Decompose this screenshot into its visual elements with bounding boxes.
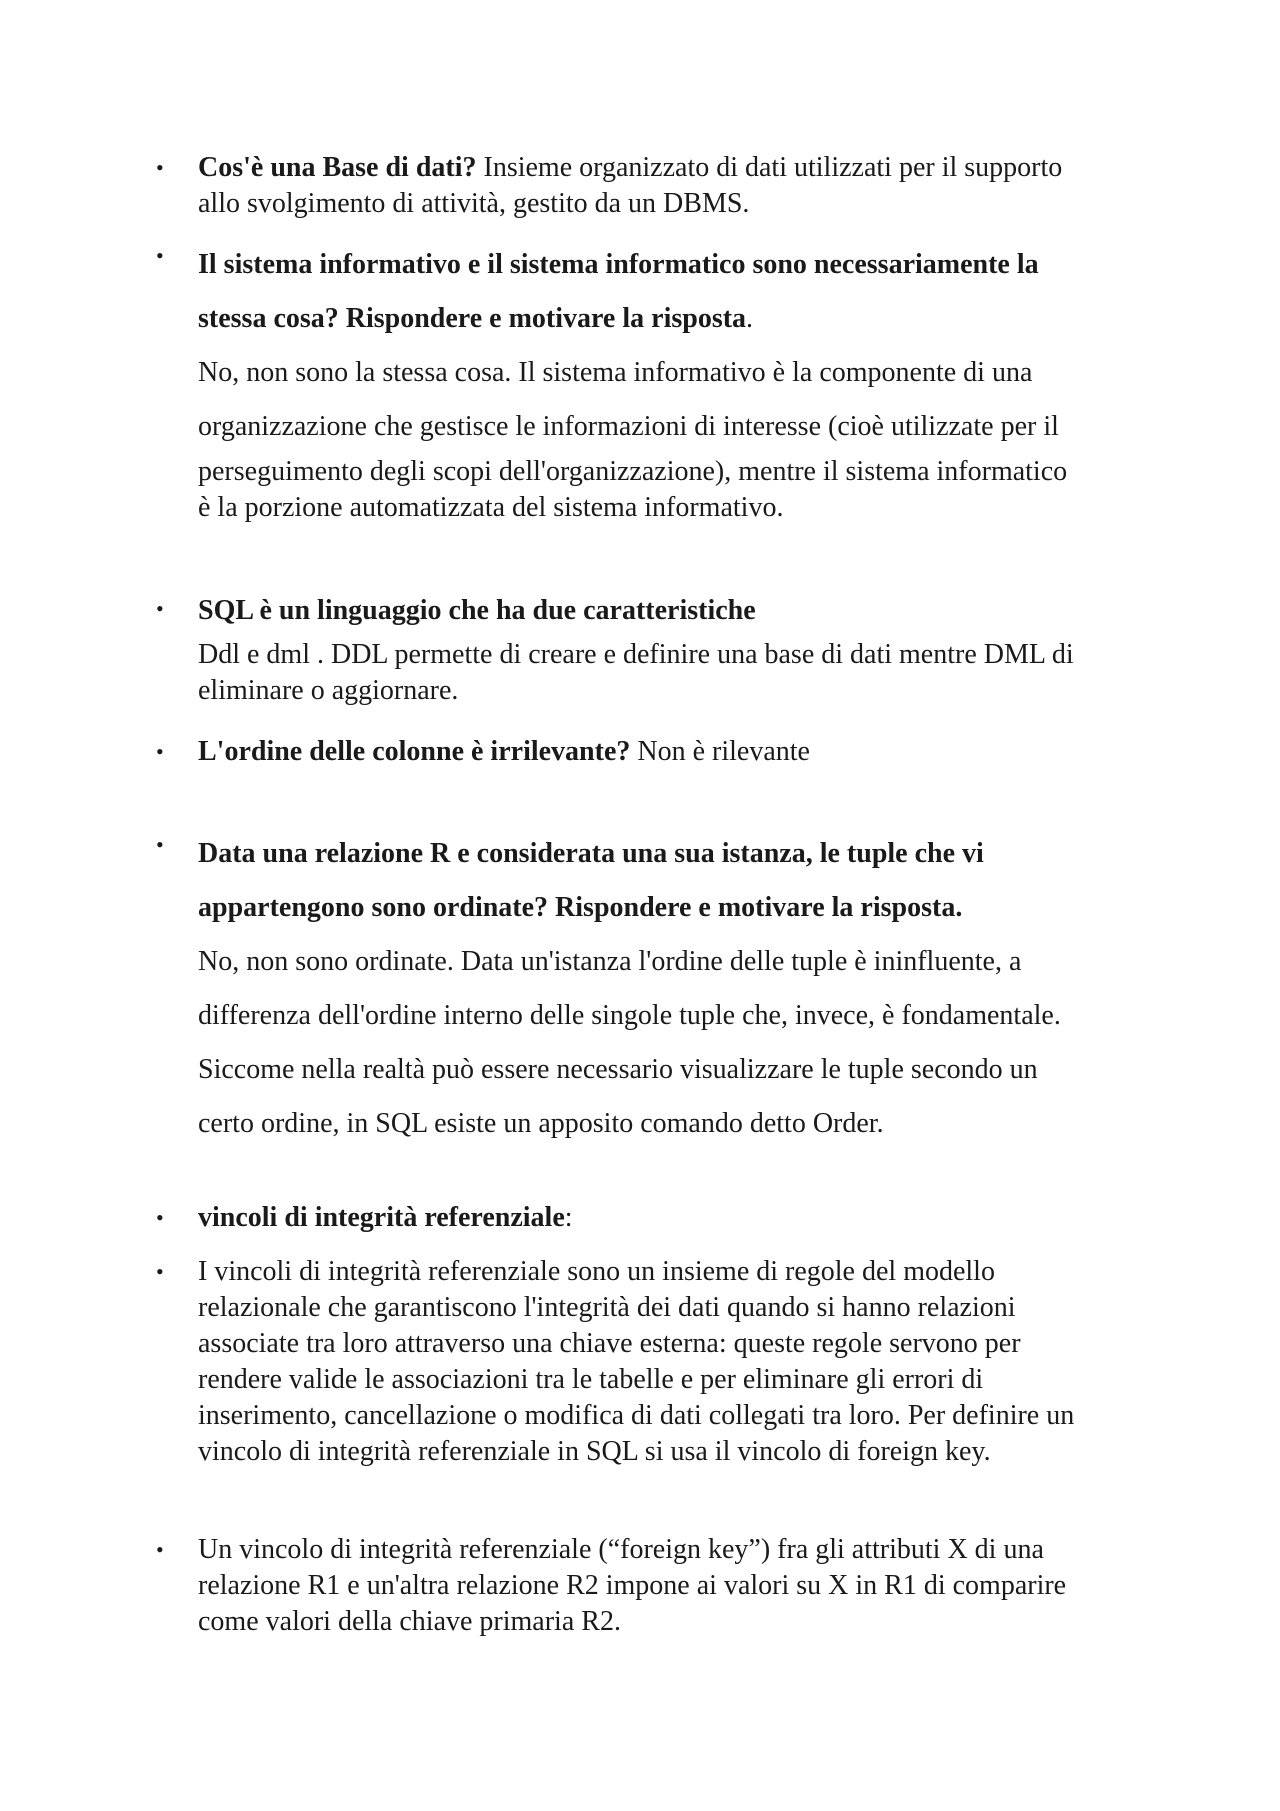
question-text: SQL è un linguaggio che ha due caratteristiche xyxy=(198,595,756,626)
answer-text: rendere valide le associazioni tra le tabelle e per eliminare gli errori di xyxy=(198,1364,984,1395)
answer-text: relazionale che garantiscono l'integrità dei dati quando si hanno relazioni xyxy=(198,1292,1016,1323)
bullet: • xyxy=(156,1259,164,1284)
answer-text: è la porzione automatizzata del sistema informativo. xyxy=(198,492,784,523)
punctuation: : xyxy=(564,1202,573,1233)
question-text: appartengono sono ordinate? Rispondere e motivare la risposta. xyxy=(198,892,963,923)
bullet: • xyxy=(156,1205,164,1230)
answer-text: allo svolgimento di attività, gestito da un DBMS. xyxy=(198,188,750,219)
answer-text: Ddl e dml . DDL permette di creare e definire una base di dati mentre DML di xyxy=(198,639,1074,670)
text-line xyxy=(198,1200,1148,1236)
bullet: • xyxy=(156,155,164,180)
answer-text: Non è rilevante xyxy=(630,736,810,767)
text-line xyxy=(198,734,1148,770)
answer-text: associate tra loro attraverso una chiave esterna: queste regole servono per xyxy=(198,1328,1021,1359)
bullet: • xyxy=(156,243,164,268)
punctuation: . xyxy=(746,303,754,334)
answer-text: No, non sono ordinate. Data un'istanza l'ordine delle tuple è ininfluente, a xyxy=(198,946,1022,977)
answer-text: No, non sono la stessa cosa. Il sistema informativo è la componente di una xyxy=(198,357,1033,388)
answer-text: Siccome nella realtà può essere necessario visualizzare le tuple secondo un xyxy=(198,1054,1038,1085)
question-text: Il sistema informativo e il sistema informatico sono necessariamente la xyxy=(198,249,1039,280)
bullet: • xyxy=(156,596,164,621)
bullet: • xyxy=(156,739,164,764)
answer-text: eliminare o aggiornare. xyxy=(198,675,459,706)
bullet: • xyxy=(156,1537,164,1562)
answer-text: organizzazione che gestisce le informazioni di interesse (cioè utilizzate per il xyxy=(198,411,1059,442)
question-text: Data una relazione R e considerata una sua istanza, le tuple che vi xyxy=(198,838,984,869)
question-text: stessa cosa? Rispondere e motivare la risposta xyxy=(198,303,747,334)
answer-text: Insieme organizzato di dati utilizzati per il supporto xyxy=(476,152,1063,183)
question-text: L'ordine delle colonne è irrilevante? xyxy=(198,736,631,767)
bullet: • xyxy=(156,832,164,857)
answer-text: perseguimento degli scopi dell'organizzazione), mentre il sistema informatico xyxy=(198,456,1068,487)
answer-text: come valori della chiave primaria R2. xyxy=(198,1606,621,1637)
answer-text: relazione R1 e un'altra relazione R2 impone ai valori su X in R1 di comparire xyxy=(198,1570,1067,1601)
answer-text: inserimento, cancellazione o modifica di dati collegati tra loro. Per definire un xyxy=(198,1400,1075,1431)
text-line xyxy=(198,150,1148,186)
question-text: Cos'è una Base di dati? xyxy=(198,152,477,183)
answer-text: I vincoli di integrità referenziale sono un insieme di regole del modello xyxy=(198,1256,995,1287)
answer-text: differenza dell'ordine interno delle singole tuple che, invece, è fondamentale. xyxy=(198,1000,1061,1031)
text-line xyxy=(198,292,1148,346)
answer-text: certo ordine, in SQL esiste un apposito comando detto Order. xyxy=(198,1108,884,1139)
question-text: vincoli di integrità referenziale xyxy=(198,1202,565,1233)
answer-text: vincolo di integrità referenziale in SQL si usa il vincolo di foreign key. xyxy=(198,1436,991,1467)
answer-text: Un vincolo di integrità referenziale (“foreign key”) fra gli attributi X di una xyxy=(198,1534,1044,1565)
